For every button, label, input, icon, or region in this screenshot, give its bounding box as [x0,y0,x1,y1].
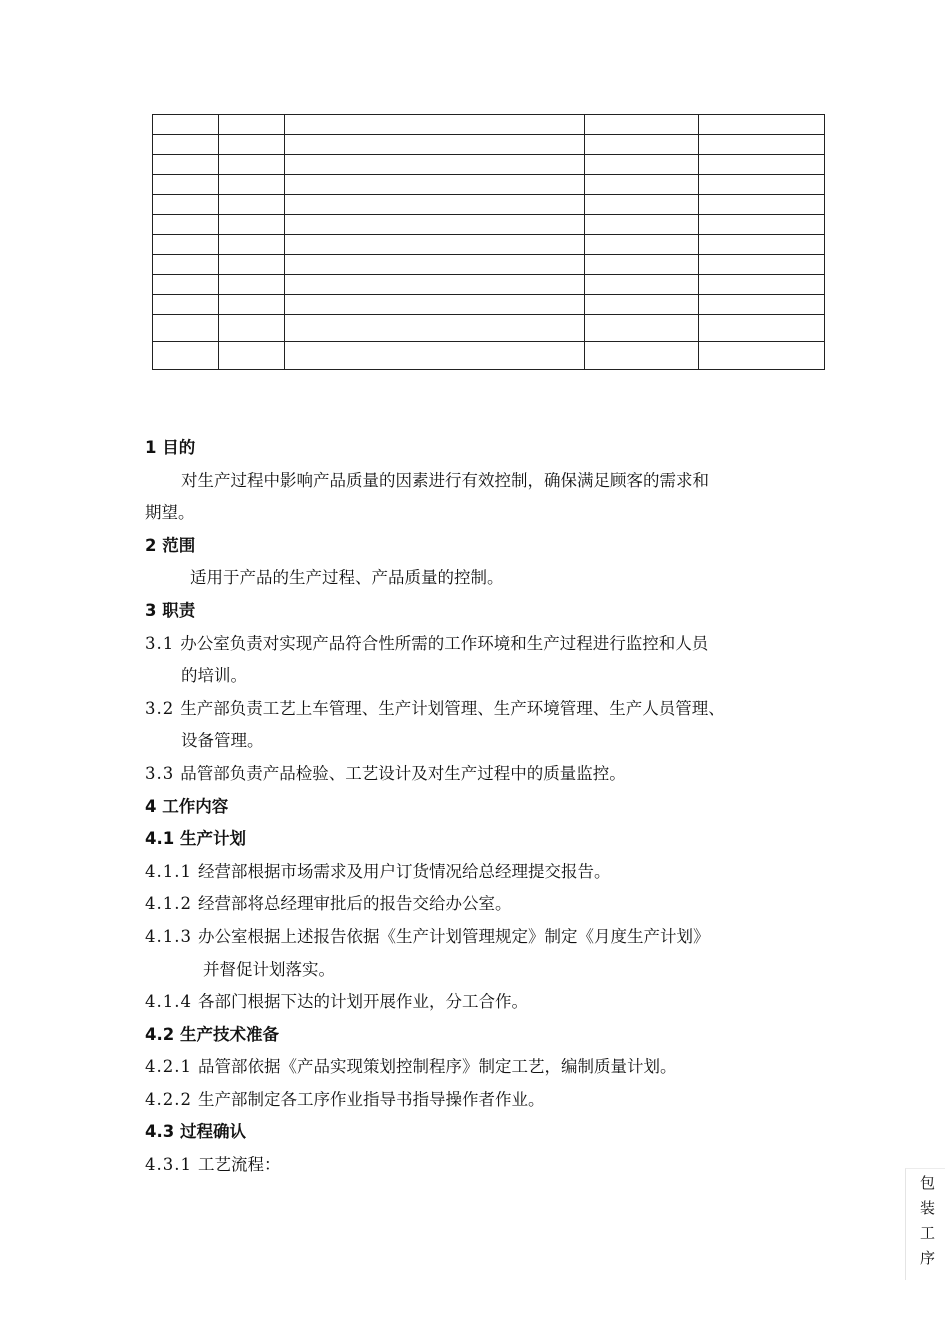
heading-responsibilities: 3 职责 [145,600,196,620]
side-label-char: 序 [919,1249,935,1267]
revision-table-cell [153,115,219,135]
revision-table-cell [219,235,285,255]
item-text: 经营部将总经理审批后的报告交给办公室。 [197,894,512,914]
revision-table-cell [219,195,285,215]
item-number: 4.1.2 [145,894,192,914]
revision-table-cell [585,195,699,215]
side-label-char: 装 [919,1199,935,1217]
item-4-1-2 [145,888,825,921]
heading-production-plan: 4.1 生产计划 [145,829,246,849]
item-3-2 [145,693,825,726]
revision-table-cell [585,175,699,195]
heading-purpose: 1 目的 [145,438,196,457]
revision-table-cell [585,215,699,235]
revision-table-cell [585,255,699,275]
item-text: 品管部负责产品检验、工艺设计及对生产过程中的质量监控。 [180,763,626,783]
revision-table-cell [285,275,585,295]
revision-table-cell [219,342,285,370]
revision-table-cell [219,275,285,295]
item-text: 办公室负责对实现产品符合性所需的工作环境和生产过程进行监控和人员 [180,633,709,653]
item-number: 3.3 [145,763,175,783]
revision-table-cell [153,235,219,255]
revision-table-row [153,315,825,342]
item-number: 4.2.1 [145,1057,192,1077]
revision-table-cell [585,275,699,295]
revision-table-row [153,255,825,275]
revision-table-cell [699,215,825,235]
revision-table-row [153,342,825,370]
revision-table-cell [585,115,699,135]
revision-table-cell [153,135,219,155]
revision-table-cell [585,342,699,370]
item-text: 办公室根据上述报告依据《生产计划管理规定》制定《月度生产计划》 [197,926,710,946]
item-number: 4.2.2 [145,1089,192,1109]
revision-table-cell [219,135,285,155]
revision-table-cell [285,155,585,175]
revision-table-cell [219,255,285,275]
item-3-2-cont: 设备管理。 [181,731,264,751]
item-text: 品管部依据《产品实现策划控制程序》制定工艺，编制质量计划。 [197,1057,677,1077]
heading-process-confirmation: 4.3 过程确认 [145,1122,246,1142]
revision-table-cell [285,135,585,155]
item-3-1 [145,628,825,661]
item-number: 4.1.1 [145,861,192,881]
heading-work-content: 4 工作内容 [145,796,229,816]
revision-table-row [153,135,825,155]
revision-table-cell [219,315,285,342]
item-3-3 [145,758,825,791]
revision-table-row [153,155,825,175]
revision-table-cell [153,315,219,342]
side-label-char: 工 [919,1224,935,1242]
revision-table-cell [585,235,699,255]
revision-table-cell [285,215,585,235]
item-4-1-3 [145,921,825,954]
heading-scope: 2 范围 [145,535,196,555]
item-text: 生产部负责工艺上车管理、生产计划管理、生产环境管理、生产人员管理、 [180,698,725,718]
revision-table-cell [153,155,219,175]
scope-text: 适用于产品的生产过程、产品质量的控制。 [190,568,504,588]
revision-table-cell [153,295,219,315]
revision-table-row [153,195,825,215]
item-number: 3.2 [145,698,175,718]
heading-tech-preparation: 4.2 生产技术准备 [145,1024,279,1044]
item-number: 4.1.3 [145,926,192,946]
revision-table-cell [699,235,825,255]
revision-table-cell [285,235,585,255]
side-label-char: 包 [919,1174,935,1192]
item-4-2-2 [145,1084,825,1117]
revision-table-cell [153,342,219,370]
item-text: 各部门根据下达的计划开展作业，分工合作。 [197,992,528,1012]
revision-table-cell [699,195,825,215]
revision-table-cell [219,175,285,195]
item-number: 4.1.4 [145,992,192,1012]
purpose-text-cont: 期望。 [145,503,195,523]
revision-table-cell [585,315,699,342]
revision-table-cell [585,295,699,315]
revision-table-row [153,215,825,235]
revision-table-cell [285,255,585,275]
revision-table-cell [219,295,285,315]
item-number: 4.3.1 [145,1155,192,1175]
revision-table-cell [153,255,219,275]
side-label-packaging-process [905,1168,945,1280]
revision-table-cell [285,175,585,195]
item-number: 3.1 [145,633,175,653]
revision-table-cell [285,295,585,315]
revision-table-cell [153,175,219,195]
item-4-3-1 [145,1149,825,1182]
revision-table-cell [699,315,825,342]
revision-table [152,114,825,370]
item-text: 生产部制定各工序作业指导书指导操作者作业。 [197,1089,545,1109]
item-4-1-3-cont: 并督促计划落实。 [203,959,335,979]
revision-table-row [153,275,825,295]
revision-table-cell [219,155,285,175]
document-body [145,432,825,1182]
revision-table-cell [585,155,699,175]
item-text: 经营部根据市场需求及用户订货情况给总经理提交报告。 [197,861,611,881]
revision-table-cell [699,155,825,175]
revision-table-cell [285,342,585,370]
purpose-text: 对生产过程中影响产品质量的因素进行有效控制，确保满足顾客的需求和 [181,470,709,490]
revision-table-cell [699,135,825,155]
revision-table-row [153,235,825,255]
revision-table-cell [219,215,285,235]
revision-table-cell [699,115,825,135]
revision-table-cell [285,115,585,135]
item-4-1-4 [145,986,825,1019]
revision-table-cell [699,175,825,195]
revision-table-cell [153,275,219,295]
revision-table-cell [153,215,219,235]
item-4-1-1 [145,856,825,889]
item-3-1-cont: 的培训。 [181,666,247,686]
item-4-2-1 [145,1051,825,1084]
revision-table-cell [285,195,585,215]
revision-table-cell [699,255,825,275]
revision-table-row [153,295,825,315]
revision-table-body [153,115,825,370]
revision-table-cell [219,115,285,135]
revision-table-cell [285,315,585,342]
revision-table-row [153,175,825,195]
revision-table-row [153,115,825,135]
revision-table-cell [699,295,825,315]
item-text: 工艺流程： [197,1155,281,1175]
revision-table-cell [699,342,825,370]
revision-table-cell [153,195,219,215]
revision-table-cell [699,275,825,295]
revision-table-cell [585,135,699,155]
